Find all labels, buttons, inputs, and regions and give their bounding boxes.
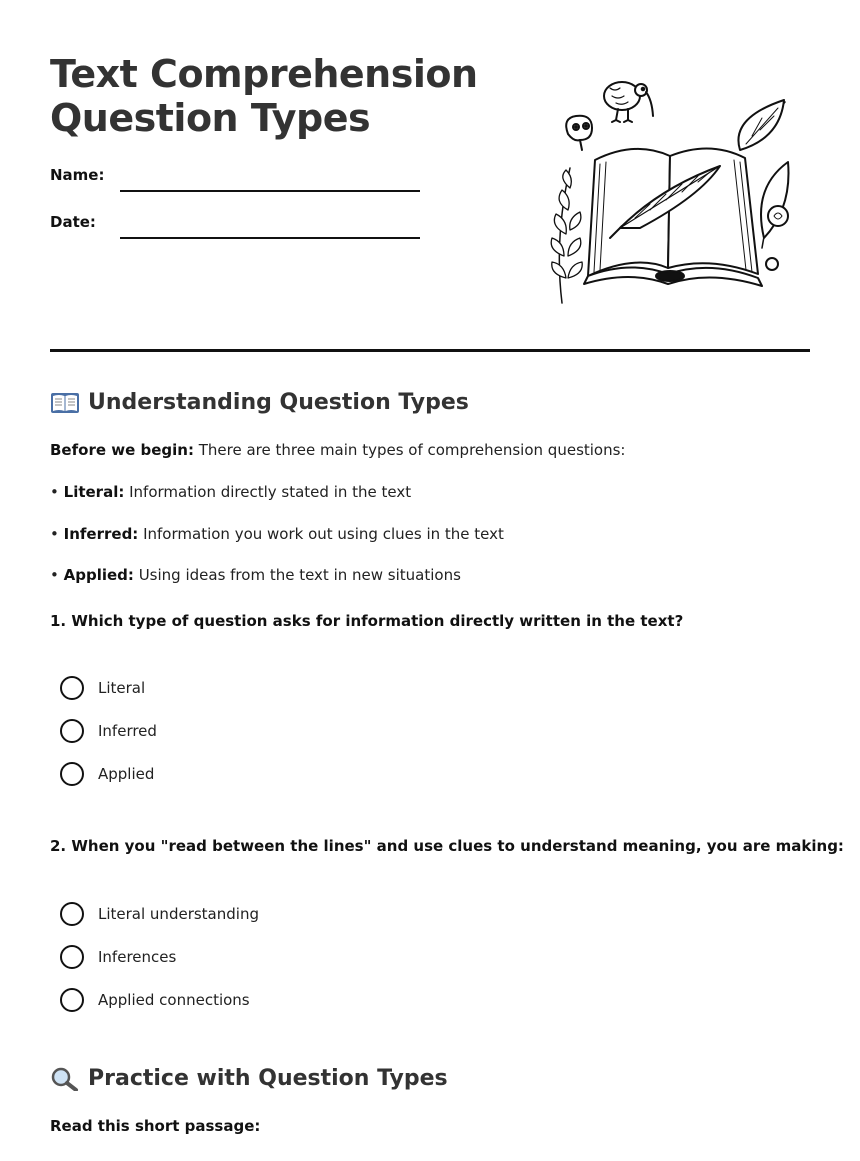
passage-label-text: Read this short passage: bbox=[50, 1117, 261, 1135]
book-illustration bbox=[540, 78, 795, 308]
option-label: Applied connections bbox=[98, 991, 250, 1009]
section-divider bbox=[50, 349, 810, 352]
q1-option-inferred[interactable] bbox=[60, 718, 157, 744]
passage-label bbox=[50, 1117, 260, 1135]
name-line[interactable] bbox=[120, 190, 420, 192]
bullet-term: Inferred: bbox=[63, 525, 139, 543]
intro-body: There are three main types of comprehension questions: bbox=[198, 441, 626, 459]
option-label: Applied bbox=[98, 765, 155, 783]
radio-button[interactable] bbox=[60, 902, 84, 926]
radio-button[interactable] bbox=[60, 762, 84, 786]
section-heading-practice bbox=[50, 1066, 448, 1091]
option-label: Inferred bbox=[98, 722, 157, 740]
date-line[interactable] bbox=[120, 237, 420, 239]
q1-option-applied[interactable] bbox=[60, 761, 154, 787]
option-label: Inferences bbox=[98, 948, 177, 966]
radio-button[interactable] bbox=[60, 719, 84, 743]
bullet-text: Information directly stated in the text bbox=[129, 483, 412, 501]
name-field[interactable] bbox=[50, 166, 420, 190]
question-1: 1. Which type of question asks for information directly written in the text? bbox=[50, 612, 684, 630]
q2-option-inferences[interactable] bbox=[60, 944, 176, 970]
page-title bbox=[50, 52, 478, 140]
bullet-text: Information you work out using clues in the text bbox=[143, 525, 504, 543]
open-book-drawing bbox=[584, 148, 762, 286]
bullet-applied bbox=[50, 566, 461, 584]
option-label: Literal bbox=[98, 679, 146, 697]
page-title-line-2: Question Types bbox=[50, 96, 371, 140]
page-title-line-1: Text Comprehension bbox=[50, 52, 478, 96]
kiwi-bird-icon bbox=[604, 82, 653, 122]
fern-leaves-left bbox=[551, 168, 582, 303]
radio-button[interactable] bbox=[60, 945, 84, 969]
radio-button[interactable] bbox=[60, 988, 84, 1012]
q2-option-applied-connections[interactable] bbox=[60, 987, 250, 1013]
intro-bold: Before we begin: bbox=[50, 441, 194, 459]
question-2: 2. When you "read between the lines" and use clues to understand meaning, you are making: bbox=[50, 837, 844, 855]
intro-text bbox=[50, 441, 625, 459]
radio-button[interactable] bbox=[60, 676, 84, 700]
section-heading-text: Understanding Question Types bbox=[88, 390, 469, 415]
q2-option-literal-understanding[interactable] bbox=[60, 901, 259, 927]
bullet-term: Applied: bbox=[63, 566, 134, 584]
bullet-term: Literal: bbox=[63, 483, 125, 501]
bullet-marker: • bbox=[50, 525, 59, 543]
section-heading-understanding bbox=[50, 390, 469, 415]
creature-icon bbox=[566, 116, 592, 150]
section-heading-text: Practice with Question Types bbox=[88, 1066, 448, 1091]
name-label: Name: bbox=[50, 166, 105, 184]
bullet-marker: • bbox=[50, 483, 59, 501]
magnifying-glass-icon bbox=[50, 1067, 80, 1091]
bullet-marker: • bbox=[50, 566, 59, 584]
q1-option-literal[interactable] bbox=[60, 675, 145, 701]
option-label: Literal understanding bbox=[98, 905, 259, 923]
open-book-icon bbox=[50, 391, 80, 415]
bullet-inferred bbox=[50, 525, 504, 543]
date-label: Date: bbox=[50, 213, 96, 231]
bullet-literal bbox=[50, 483, 411, 501]
date-field[interactable] bbox=[50, 213, 420, 237]
bullet-text: Using ideas from the text in new situations bbox=[138, 566, 461, 584]
